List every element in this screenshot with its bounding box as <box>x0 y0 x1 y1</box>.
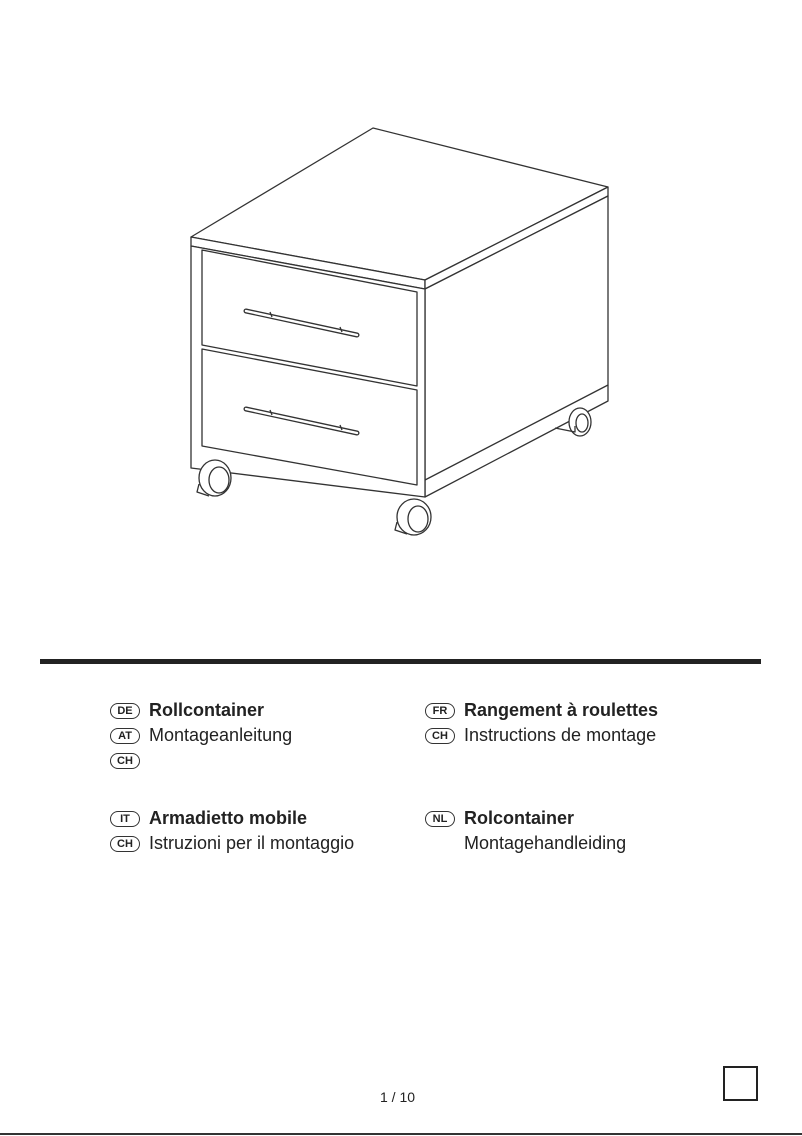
language-badge-ch: CH <box>425 728 455 744</box>
language-badge-ch: CH <box>110 836 140 852</box>
caster-front-right <box>395 499 431 535</box>
language-badge-fr: FR <box>425 703 455 719</box>
subtitle-de: Montageanleitung <box>149 725 293 745</box>
section-fr <box>425 698 658 748</box>
subtitle-nl: Montagehandleiding <box>464 833 627 853</box>
title-it: Armadietto mobile <box>149 808 308 828</box>
language-badge-nl: NL <box>425 811 455 827</box>
section-nl <box>425 806 626 856</box>
language-badge-at: AT <box>110 728 140 744</box>
section-de <box>110 698 292 773</box>
language-badge-it: IT <box>110 811 140 827</box>
subtitle-it: Istruzioni per il montaggio <box>149 833 355 853</box>
empty-box <box>723 1066 758 1101</box>
title-fr: Rangement à roulettes <box>464 700 659 720</box>
divider <box>40 659 761 664</box>
subtitle-fr: Instructions de montage <box>464 725 657 745</box>
language-badge-de: DE <box>110 703 140 719</box>
caster-back-right <box>555 408 591 436</box>
title-nl: Rolcontainer <box>464 808 575 828</box>
page-number: 1 / 10 <box>380 1089 416 1105</box>
section-it <box>110 806 354 856</box>
language-badge-ch: CH <box>110 753 140 769</box>
title-de: Rollcontainer <box>149 700 265 720</box>
bottom-border <box>0 1133 802 1135</box>
